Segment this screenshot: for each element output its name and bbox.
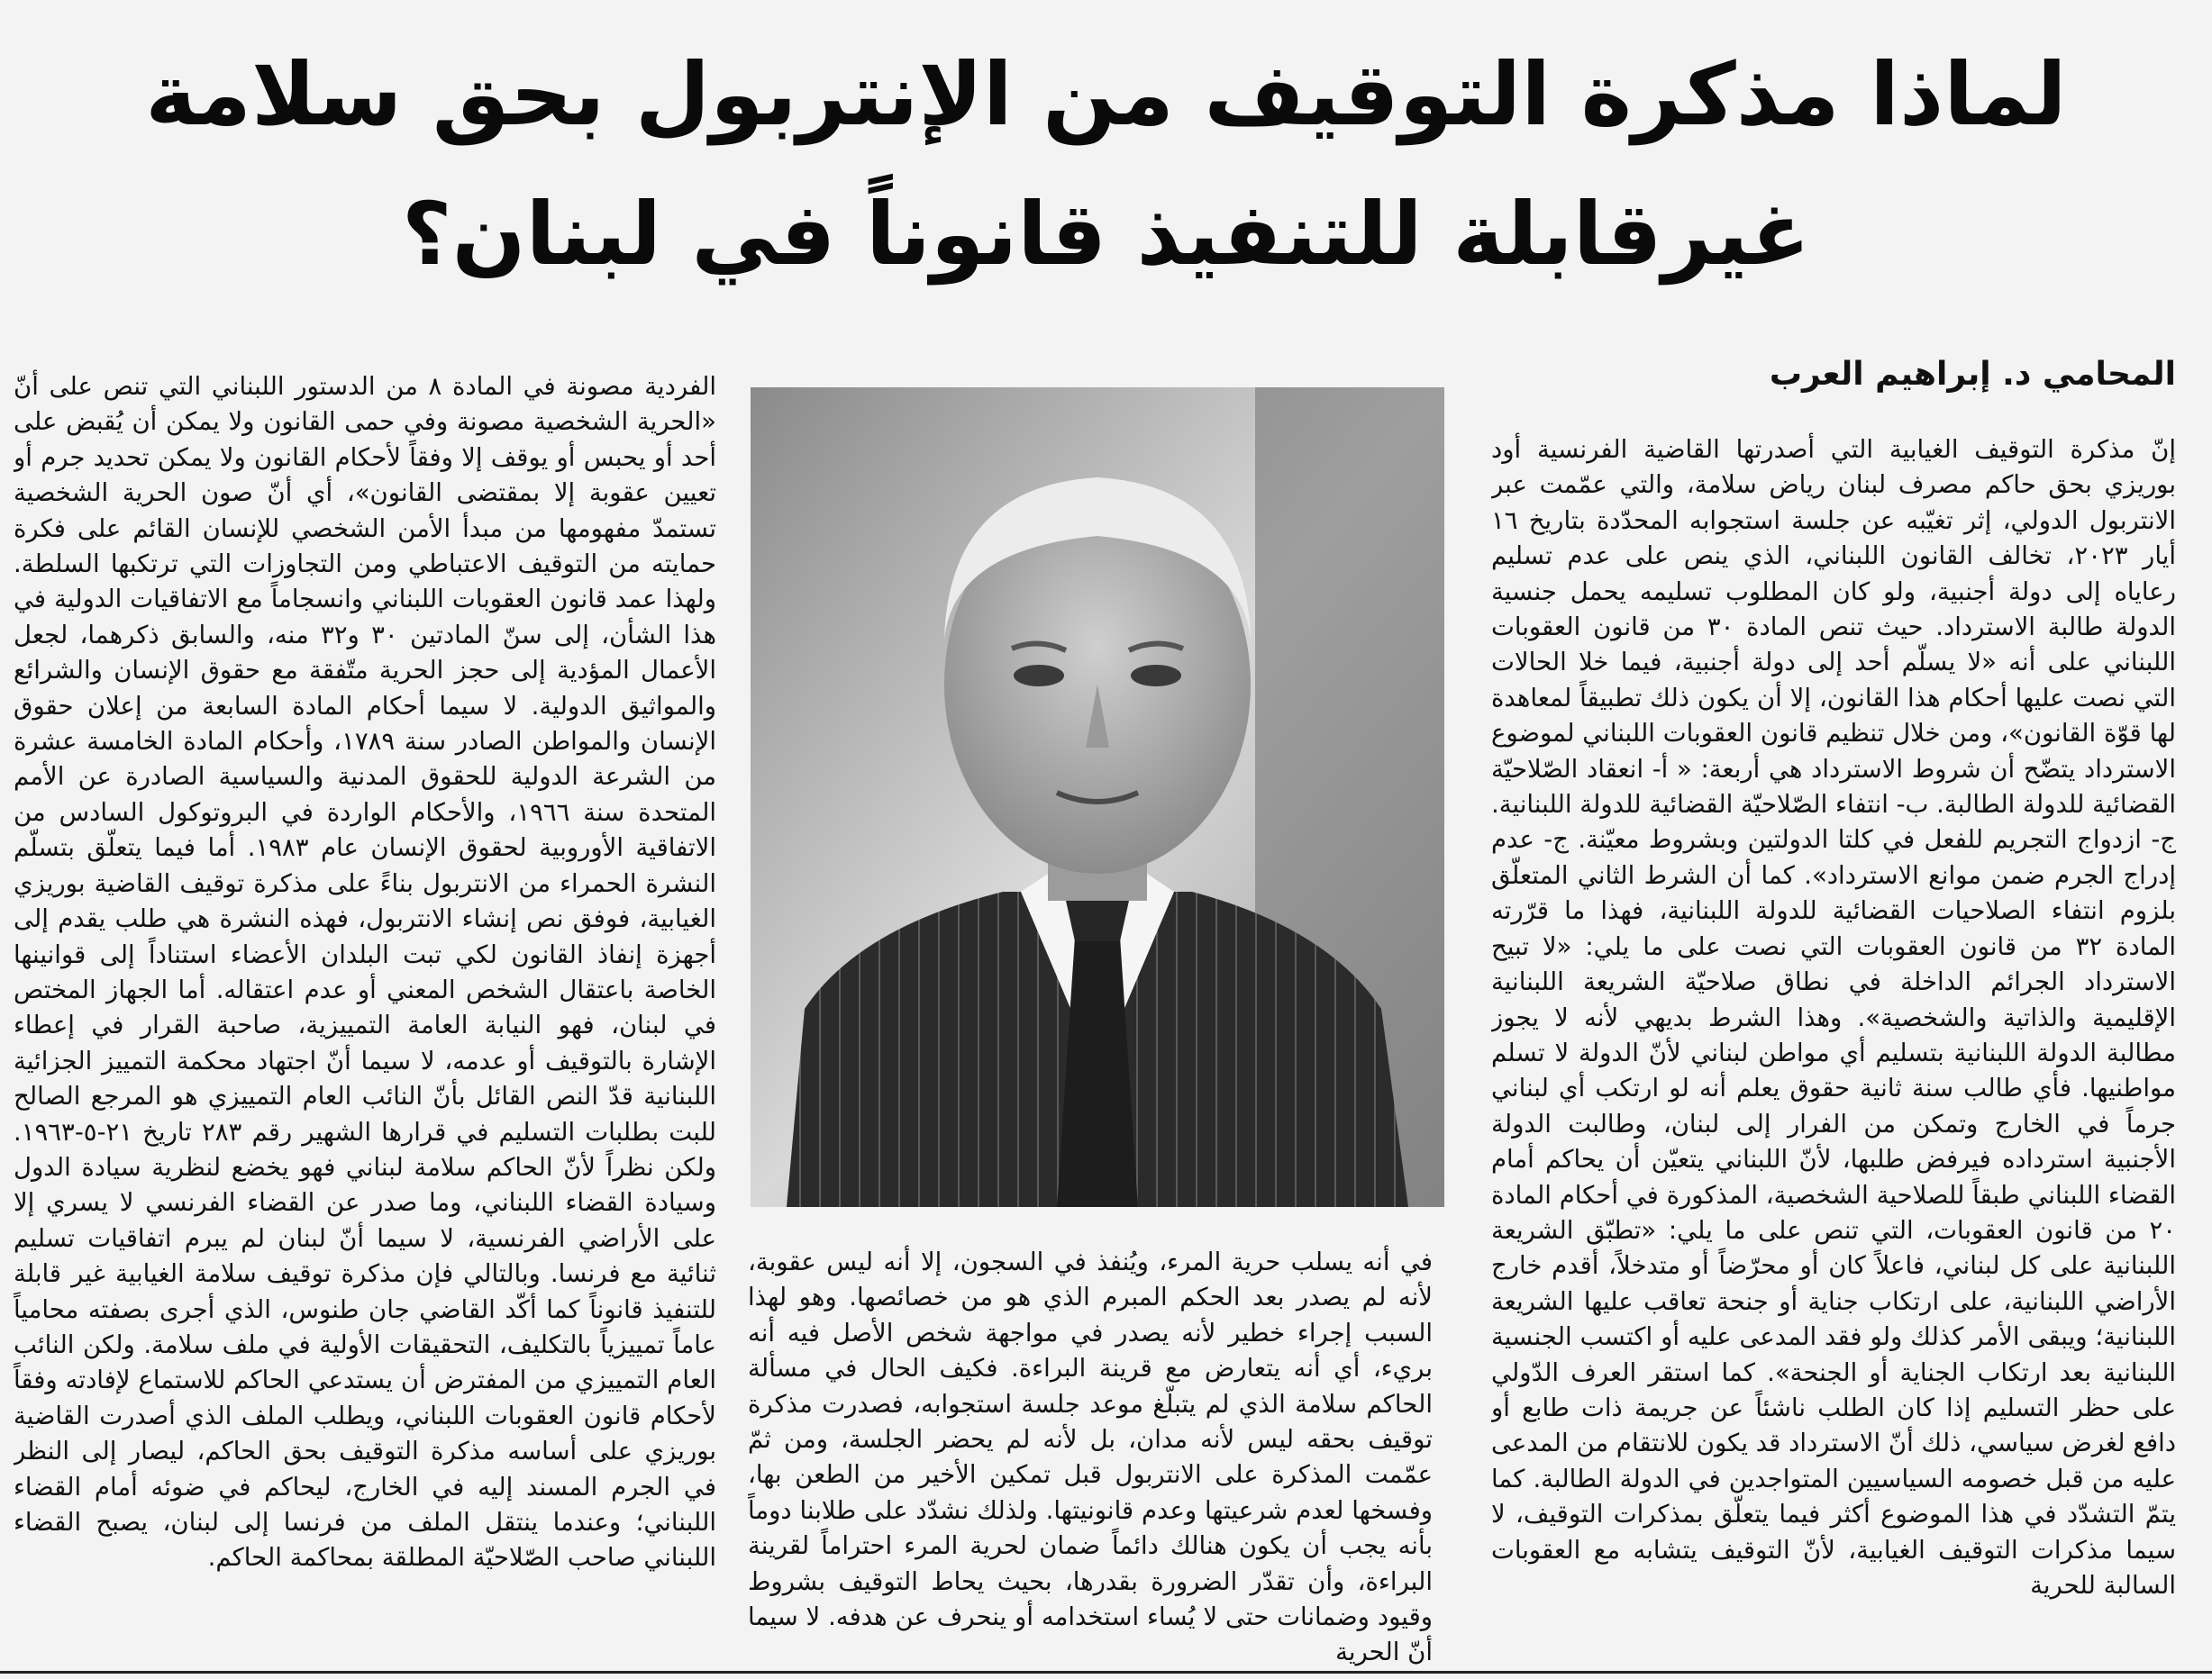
bottom-rule [0, 1671, 2212, 1674]
portrait-photo-illustration [751, 387, 1444, 1207]
article-paragraph: الفردية مصونة في المادة ٨ من الدستور اللبناني التي تنص على أنّ «الحرية الشخصية مصونة وفي حمى القانون ولا يمكن أن يُقبض على أحد أو يحبس أو يوقف إلا وفقاً لأحكام القانون ولا يمكن تحديد جرم أو تعيين عقوبة إلا بمقتضى القانون»، أي أنّ صون الحرية الشخصية تستمدّ مفهومها من مبدأ الأمن الشخصي للإنسان القائم على فكرة حمايته من التوقيف الاعتباطي ومن التجاوزات التي ترتكبها السلطة. ولهذا عمد قانون العقوبات اللبناني وانسجاماً مع الاتفاقيات الدولية في هذا الشأن، إلى سنّ المادتين ٣٠ و٣٢ منه، والسابق ذكرهما، لجعل الأعمال المؤدية إلى حجز الحرية متّفقة مع حقوق الإنسان والشرائع والمواثيق الدولية. لا سيما أحكام المادة السابعة من إعلان حقوق الإنسان والمواطن الصادر سنة ١٧٨٩، وأحكام المادة الخامسة عشرة من الشرعة الدولية للحقوق المدنية والسياسية الصادرة عن الأمم المتحدة سنة ١٩٦٦، والأحكام الواردة في البروتوكول السادس من الاتفاقية الأوروبية لحقوق الإنسان عام ١٩٨٣. أما فيما يتعلّق بتسلّم النشرة الحمراء من الانتربول بناءً على مذكرة توقيف القاضية بوريزي الغيابية، فوفق نص إنشاء الانتربول، فهذه النشرة هي طلب يقدم إلى أجهزة إنفاذ القانون لكي تبت البلدان الأعضاء استناداً إلى قوانينها الخاصة باعتقال الشخص المعني أو عدم اعتقاله. أما الجهاز المختص في لبنان، فهو النيابة العامة التمييزية، صاحبة القرار في إعطاء الإشارة بالتوقيف أو عدمه، لا سيما أنّ اجتهاد محكمة التمييز الجزائية اللبنانية قدّ النص القائل بأنّ النائب العام التمييزي هو المرجع الصالح للبت بطلبات التسليم في قرارها الشهير رقم ٢٨٣ تاريخ ٢١-٥-١٩٦٣. ولكن نظراً لأنّ الحاكم سلامة لبناني فهو يخضع لنظرية سيادة الدول وسيادة القضاء اللبناني، وما صدر عن القضاء الفرنسي لا يسري إلا على الأراضي الفرنسية، لا سيما أنّ لبنان لم يبرم اتفاقيات تسليم ثنائية مع فرنسا. وبالتالي فإن مذكرة توقيف سلامة الغيابية غير قابلة للتنفيذ قانوناً كما أكّد القاضي جان طنوس، الذي أجرى بصفته محامياً عاماً تمييزياً بالتكليف، التحقيقات الأولية في ملف سلامة. ولكن النائب العام التمييزي من المفترض أن يستدعي الحاكم للاستماع لإفادته وفقاً لأحكام قانون العقوبات اللبناني، ويطلب الملف الذي أصدرت القاضية بوريزي على أساسه مذكرة التوقيف بحق الحاكم، ليصار إلى النظر في الجرم المسند إليه في الخارج، ليحاكم في ضوئه أمام القضاء اللبناني؛ وعندما ينتقل الملف من فرنسا إلى لبنان، يصبح القضاء اللبناني صاحب الصّلاحيّة المطلقة بمحاكمة الحاكم. [14, 372, 716, 1573]
author-byline: المحامي د. إبراهيم العرب [1769, 356, 2176, 393]
article-column-left [14, 369, 716, 1666]
article-column-middle [748, 1245, 1433, 1666]
article-paragraph: في أنه يسلب حرية المرء، ويُنفذ في السجون، إلا أنه ليس عقوبة، لأنه لم يصدر بعد الحكم المبرم الذي هو من خصائصها. وهو لهذا السبب إجراء خطير لأنه يصدر في مواجهة شخص الأصل فيه أنه بريء، أي أنه يتعارض مع قرينة البراءة. فكيف الحال في مسألة الحاكم سلامة الذي لم يتبلّغ موعد جلسة استجوابه، فصدرت مذكرة توقيف بحقه ليس لأنه مدان، بل لأنه لم يحضر الجلسة، ومن ثمّ عمّمت المذكرة على الانتربول قبل تمكين الأخير من الطعن بها، وفسخها لعدم شرعيتها وعدم قانونيتها. ولذلك نشدّد على طلابنا دوماً بأنه يجب أن يكون هنالك دائماً ضمان لحرية المرء احتراماً لقرينة البراءة، وأن تقدّر الضرورة بقدرها، بحيث يحاط التوقيف بشروط وقيود وضمانات حتى لا يُساء استخدامه أو ينحرف عن هدفه. لا سيما أنّ الحرية [748, 1248, 1433, 1666]
article-column-right [1491, 432, 2176, 1666]
portrait-photo [751, 387, 1444, 1207]
article-paragraph: إنّ مذكرة التوقيف الغيابية التي أصدرتها القاضية الفرنسية أود بوريزي بحق حاكم مصرف لبنان رياض سلامة، والتي عمّمت عبر الانتربول الدولي، إثر تغيّبه عن جلسة استجوابه المحدّدة بتاريخ ١٦ أيار ٢٠٢٣، تخالف القانون اللبناني، الذي ينص على عدم تسليم رعاياه إلى دولة أجنبية، ولو كان المطلوب تسليمه يحمل جنسية الدولة طالبة الاسترداد. حيث تنص المادة ٣٠ من قانون العقوبات اللبناني على أنه «لا يسلّم أحد إلى دولة أجنبية، فيما خلا الحالات التي نصت عليها أحكام هذا القانون، إلا أن يكون ذلك تطبيقاً لمعاهدة لها قوّة القانون»، ومن خلال تنظيم قانون العقوبات اللبناني لموضوع الاسترداد يتضّح أن شروط الاسترداد هي أربعة: « أ- انعقاد الصّلاحيّة القضائية للدولة الطالبة. ب- انتفاء الصّلاحيّة القضائية للدولة اللبنانية. ج- ازدواج التجريم للفعل في كلتا الدولتين وبشروط معيّنة. ج- عدم إدراج الجرم ضمن موانع الاسترداد». كما أن الشرط الثاني المتعلّق بلزوم انتفاء الصلاحيات القضائية للدولة اللبنانية، فهذا ما قرّرته المادة ٣٢ من قانون العقوبات التي نصت على ما يلي: «لا تبيح الاسترداد الجرائم الداخلة في نطاق صلاحيّة الشريعة اللبنانية الإقليمية والذاتية والشخصية». وهذا الشرط بديهي لأنه لا يجوز مطالبة الدولة اللبنانية بتسليم أي مواطن لبناني لأنّ الدولة لا تسلم مواطنيها. فأي طالب سنة ثانية حقوق يعلم أنه لو ارتكب أي لبناني جرماً في الخارج وتمكن من الفرار إلى لبنان، وطالبت الدولة الأجنبية استرداده فيرفض طلبها، لأنّ اللبناني يتعيّن أن يحاكم أمام القضاء اللبناني طبقاً للصلاحية الشخصية، المذكورة في أحكام المادة ٢٠ من قانون العقوبات، التي تنص على ما يلي: «تطبّق الشريعة اللبنانية على كل لبناني، فاعلاً كان أو محرّضاً أو متدخلاً، أقدم خارج الأراضي اللبنانية، على ارتكاب جناية أو جنحة تعاقب عليها الشريعة اللبنانية؛ ويبقى الأمر كذلك ولو فقد المدعى عليه أو اكتسب الجنسية اللبنانية بعد ارتكاب الجناية أو الجنحة». كما استقر العرف الدّولي على حظر التسليم إذا كان الطلب ناشئاً عن جريمة ذات طابع أو دافع لغرض سياسي، ذلك أنّ الاسترداد قد يكون للانتقام من المدعى عليه من قبل خصومه السياسيين المتواجدين في الدولة الطالبة. كما يتمّ التشدّد في هذا الموضوع أكثر فيما يتعلّق بمذكرات التوقيف، لا سيما مذكرات التوقيف الغيابية، لأنّ التوقيف يتشابه مع العقوبات السالبة للحرية [1491, 435, 2176, 1600]
headline [108, 27, 2104, 306]
headline-line-2: غيرقابلة للتنفيذ قانوناً في لبنان؟ [401, 184, 1811, 285]
headline-line-1: لماذا مذكرة التوقيف من الإنتربول بحق سلامة [145, 44, 2067, 145]
